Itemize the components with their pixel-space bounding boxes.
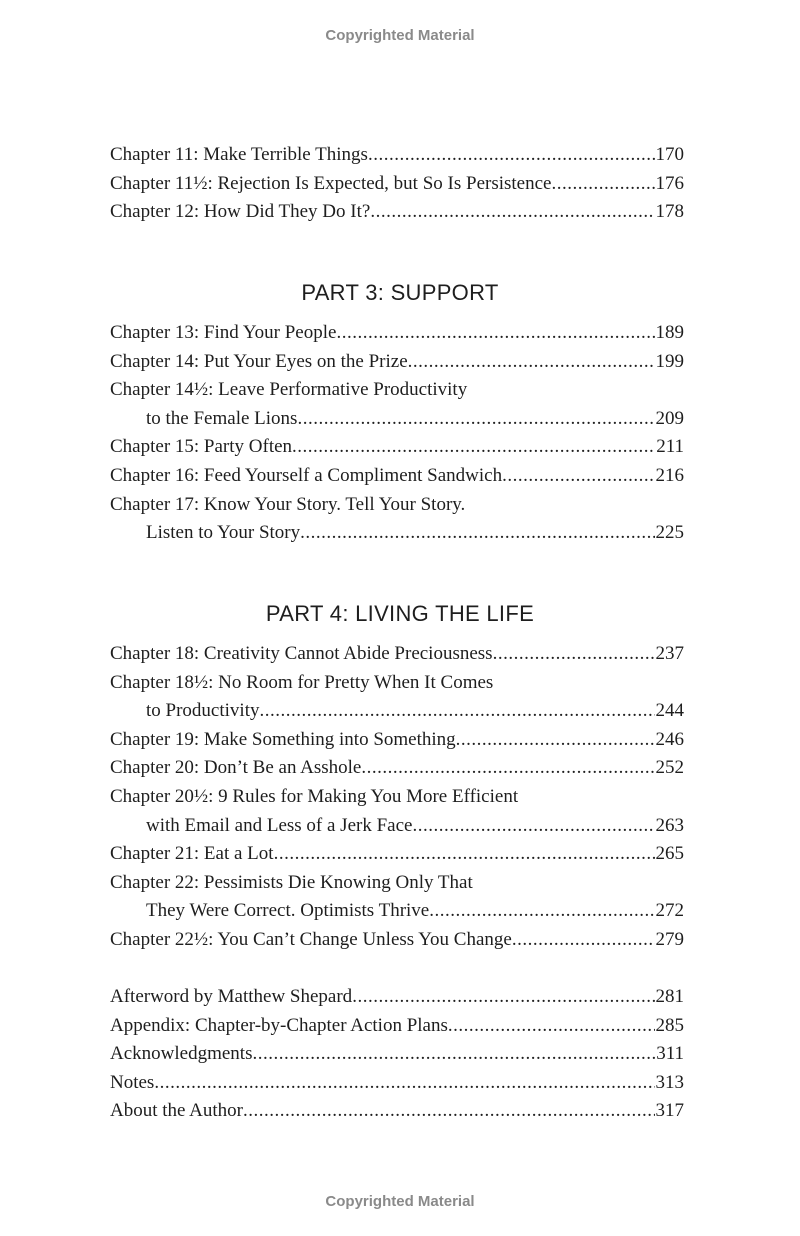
toc-entry[interactable] xyxy=(110,491,684,548)
entry-title: Chapter 15: Party Often xyxy=(110,436,293,458)
toc-entry[interactable] xyxy=(110,376,684,433)
entry-page: 246 xyxy=(655,728,684,750)
toc-entry[interactable] xyxy=(110,983,684,1012)
dot-leader xyxy=(502,462,654,491)
entry-page: 209 xyxy=(655,407,684,429)
entry-title-continued: to the Female Lions xyxy=(146,407,298,429)
toc-entry[interactable] xyxy=(110,669,684,726)
toc-entry[interactable] xyxy=(110,1012,684,1041)
toc-entry[interactable] xyxy=(110,198,684,227)
toc-part2-tail xyxy=(110,141,684,227)
entry-page: 263 xyxy=(655,814,684,836)
toc-entry[interactable] xyxy=(110,348,684,377)
entry-page: 237 xyxy=(655,643,684,664)
toc-part4 xyxy=(110,640,684,955)
entry-page: 311 xyxy=(656,1043,684,1065)
toc-entry[interactable] xyxy=(110,783,684,840)
entry-page: 279 xyxy=(655,928,684,950)
entry-title: Chapter 13: Find Your People xyxy=(110,322,337,343)
dot-leader xyxy=(252,1040,655,1069)
entry-title-continued: with Email and Less of a Jerk Face xyxy=(146,814,413,836)
entry-title: Chapter 19: Make Something into Something xyxy=(110,728,456,750)
entry-title: Chapter 22½: You Can’t Change Unless You Change xyxy=(110,928,512,950)
entry-page: 313 xyxy=(655,1071,684,1093)
dot-leader xyxy=(412,812,654,841)
dot-leader xyxy=(292,433,655,462)
entry-title: Chapter 18: Creativity Cannot Abide Preciousness xyxy=(110,643,493,664)
entry-title: Acknowledgments xyxy=(110,1043,253,1065)
entry-title: Appendix: Chapter-by-Chapter Action Plans xyxy=(110,1014,448,1036)
dot-leader xyxy=(154,1069,654,1098)
toc-entry[interactable] xyxy=(110,433,684,462)
dot-leader xyxy=(551,170,654,199)
part-heading: PART 4: LIVING THE LIFE xyxy=(265,601,535,626)
dot-leader xyxy=(512,926,655,955)
part-heading: PART 3: SUPPORT xyxy=(301,280,499,305)
toc-entry[interactable] xyxy=(110,462,684,491)
entry-page: 285 xyxy=(655,1014,684,1036)
dot-leader xyxy=(274,840,655,869)
toc-entry[interactable] xyxy=(110,170,684,199)
toc-entry[interactable] xyxy=(110,869,684,926)
entry-page: 211 xyxy=(656,436,684,458)
entry-page: 216 xyxy=(655,464,684,486)
entry-title: Notes xyxy=(110,1071,155,1093)
toc-entry[interactable] xyxy=(110,640,684,669)
entry-page: 281 xyxy=(655,986,684,1007)
entry-title: Chapter 17: Know Your Story. Tell Your Story. xyxy=(110,493,466,515)
entry-title: Chapter 20: Don’t Be an Asshole xyxy=(110,757,362,779)
entry-title-continued: Listen to Your Story xyxy=(146,522,301,544)
dot-leader xyxy=(336,319,654,348)
toc-entry[interactable] xyxy=(110,754,684,783)
toc-entry[interactable] xyxy=(110,1069,684,1098)
entry-title: Chapter 14: Put Your Eyes on the Prize xyxy=(110,350,408,372)
entry-title: Chapter 11: Make Terrible Things xyxy=(110,144,368,165)
dot-leader xyxy=(297,405,654,434)
toc-entry[interactable] xyxy=(110,840,684,869)
dot-leader xyxy=(368,141,655,170)
entry-title-continued: They Were Correct. Optimists Thrive xyxy=(146,900,430,922)
entry-title: Afterword by Matthew Shepard xyxy=(110,986,353,1007)
toc-part3 xyxy=(110,319,684,548)
toc-backmatter xyxy=(110,983,684,1126)
entry-page: 252 xyxy=(655,757,684,779)
entry-page: 272 xyxy=(655,900,684,922)
entry-title: Chapter 22: Pessimists Die Knowing Only That xyxy=(110,871,473,893)
entry-page: 170 xyxy=(655,144,684,165)
entry-page: 317 xyxy=(655,1100,684,1122)
dot-leader xyxy=(456,726,655,755)
dot-leader xyxy=(408,348,655,377)
entry-title: Chapter 20½: 9 Rules for Making You More Efficient xyxy=(110,785,519,807)
toc-entry[interactable] xyxy=(110,1097,684,1126)
dot-leader xyxy=(493,640,655,669)
entry-page: 265 xyxy=(655,843,684,865)
entry-page: 189 xyxy=(655,322,684,343)
entry-title-continued: to Productivity xyxy=(146,700,260,722)
copyright-watermark-bottom: Copyrighted Material xyxy=(325,1193,475,1210)
dot-leader xyxy=(259,697,654,726)
entry-page: 225 xyxy=(655,522,684,544)
dot-leader xyxy=(361,754,654,783)
entry-page: 199 xyxy=(655,350,684,372)
entry-title: Chapter 16: Feed Yourself a Compliment Sandwich xyxy=(110,464,503,486)
entry-page: 244 xyxy=(655,700,684,722)
toc-entry[interactable] xyxy=(110,319,684,348)
toc-entry[interactable] xyxy=(110,141,684,170)
entry-title: Chapter 18½: No Room for Pretty When It Comes xyxy=(110,671,494,693)
entry-page: 178 xyxy=(655,201,684,223)
entry-page: 176 xyxy=(655,172,684,194)
entry-title: Chapter 11½: Rejection Is Expected, but So Is Persistence xyxy=(110,172,552,194)
dot-leader xyxy=(429,897,654,926)
entry-title: Chapter 14½: Leave Performative Productivity xyxy=(110,379,468,401)
dot-leader xyxy=(300,519,654,548)
copyright-watermark-top: Copyrighted Material xyxy=(325,27,475,44)
dot-leader xyxy=(448,1012,655,1041)
entry-title: About the Author xyxy=(110,1100,243,1122)
dot-leader xyxy=(352,983,654,1012)
entry-title: Chapter 21: Eat a Lot xyxy=(110,843,274,865)
dot-leader xyxy=(243,1097,655,1126)
toc-entry[interactable] xyxy=(110,726,684,755)
toc-entry[interactable] xyxy=(110,1040,684,1069)
entry-title: Chapter 12: How Did They Do It? xyxy=(110,201,371,223)
toc-entry[interactable] xyxy=(110,926,684,955)
dot-leader xyxy=(370,198,654,227)
